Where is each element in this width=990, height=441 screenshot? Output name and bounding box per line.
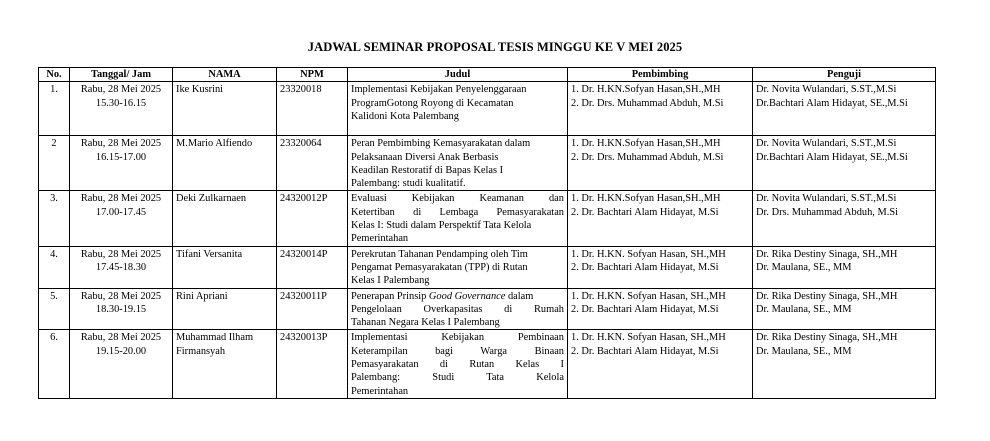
row-name — [173, 136, 277, 191]
examiner-2: Dr.Bachtari Alam Hidayat, SE.,M.Si — [756, 151, 908, 163]
row-title-line: Evaluasi Kebijakan Keamanan dan — [351, 193, 564, 205]
row-date: Rabu, 28 Mei 2025 — [80, 138, 162, 150]
examiner-1: Dr. Novita Wulandari, S.ST.,M.Si — [756, 138, 897, 150]
row-datetime — [70, 191, 173, 246]
row-time: 16.15-17.00 — [95, 151, 147, 163]
supervisor-2: 2. Dr. Drs. Muhammad Abduh, M.Si — [571, 97, 724, 109]
title-text-pre: Penerapan Prinsip — [351, 290, 429, 302]
row-examiners — [753, 82, 936, 136]
row-title — [348, 330, 568, 399]
examiner-2: Dr. Maulana, SE., MM — [756, 303, 852, 315]
row-datetime — [70, 136, 173, 191]
row-supervisors — [568, 136, 753, 191]
row-title — [348, 191, 568, 246]
row-title — [348, 246, 568, 288]
row-date: Rabu, 28 Mei 2025 — [80, 193, 162, 205]
seminar-schedule-table — [38, 67, 936, 399]
table-row — [39, 191, 936, 246]
row-date: Rabu, 28 Mei 2025 — [80, 248, 162, 260]
row-examiners — [753, 330, 936, 399]
row-examiners — [753, 136, 936, 191]
row-name-line: Rini Apriani — [176, 290, 228, 302]
row-title-line: Pengelolaan Overkapasitas di Rumah — [351, 303, 564, 315]
row-npm: 24320014P — [277, 246, 348, 288]
row-date: Rabu, 28 Mei 2025 — [80, 84, 162, 96]
row-title-line — [351, 290, 564, 303]
supervisor-2: 2. Dr. Bachtari Alam Hidayat, M.Si — [571, 345, 719, 357]
header-date: Tanggal/ Jam — [70, 68, 173, 82]
examiner-1: Dr. Rika Destiny Sinaga, SH.,MH — [756, 290, 898, 302]
header-npm: NPM — [277, 68, 348, 82]
examiner-1: Dr. Novita Wulandari, S.ST.,M.Si — [756, 193, 897, 205]
row-datetime — [70, 330, 173, 399]
row-title-line: Peran Pembimbing Kemasyarakatan dalam — [351, 138, 531, 150]
row-title-line: Kalidoni Kota Palembang — [351, 110, 459, 122]
row-title-line: Kelas I: Studi dalam Perspektif Tata Kelola — [351, 220, 532, 232]
row-time: 15.30-16.15 — [95, 97, 147, 109]
row-supervisors — [568, 191, 753, 246]
row-supervisors — [568, 330, 753, 399]
row-title — [348, 136, 568, 191]
row-title-line: Tahanan Negara Kelas I Palembang — [351, 317, 500, 329]
row-npm: 23320064 — [277, 136, 348, 191]
row-number: 2 — [39, 136, 70, 191]
row-title — [348, 82, 568, 136]
row-name-line: Muhammad Ilham — [176, 332, 254, 344]
title-text-post: dalam — [505, 290, 534, 302]
row-title-line: Pelaksanaan Diversi Anak Berbasis — [351, 151, 499, 163]
row-npm: 24320012P — [277, 191, 348, 246]
row-supervisors — [568, 82, 753, 136]
examiner-2: Dr. Drs. Muhammad Abduh, M.Si — [756, 206, 899, 218]
row-title-line: Keadilan Restoratif di Bapas Kelas I — [351, 164, 504, 176]
row-title-line: Implementasi Kebijakan Penyelenggaraan — [351, 84, 527, 96]
row-date: Rabu, 28 Mei 2025 — [80, 290, 162, 302]
supervisor-2: 2. Dr. Drs. Muhammad Abduh, M.Si — [571, 151, 724, 163]
header-examiner: Penguji — [753, 68, 936, 82]
row-time: 17.00-17.45 — [95, 206, 147, 218]
table-row — [39, 136, 936, 191]
row-datetime — [70, 82, 173, 136]
supervisor-2: 2. Dr. Bachtari Alam Hidayat, M.Si — [571, 303, 719, 315]
row-supervisors — [568, 246, 753, 288]
row-number: 4. — [39, 246, 70, 288]
row-title-line: Pemerintahan — [351, 385, 409, 397]
supervisor-2: 2. Dr. Bachtari Alam Hidayat, M.Si — [571, 206, 719, 218]
header-supervisor: Pembimbing — [568, 68, 753, 82]
row-title-line: Implementasi Kebijakan Pembinaan — [351, 332, 564, 344]
supervisor-1: 1. Dr. H.KN. Sofyan Hasan, SH.,MH — [571, 332, 726, 344]
row-supervisors — [568, 288, 753, 330]
supervisor-2: 2. Dr. Bachtari Alam Hidayat, M.Si — [571, 261, 719, 273]
supervisor-1: 1. Dr. H.KN. Sofyan Hasan, SH.,MH — [571, 248, 726, 260]
row-datetime — [70, 288, 173, 330]
table-header-row — [39, 68, 936, 82]
title-text-emphasis: Good Governance — [428, 290, 506, 302]
row-title-line: Ketertiban di Lembaga Pemasyarakatan — [351, 206, 564, 218]
row-title-line: Pemasyarakatan di Rutan Kelas I — [351, 359, 564, 371]
row-number: 6. — [39, 330, 70, 399]
row-datetime — [70, 246, 173, 288]
row-title-line: Pemerintahan — [351, 233, 409, 245]
row-title-line: Pengamat Pemasyarakatan (TPP) di Rutan — [351, 261, 528, 273]
header-name: NAMA — [173, 68, 277, 82]
row-time: 19.15-20.00 — [95, 345, 147, 357]
row-examiners — [753, 246, 936, 288]
table-row — [39, 330, 936, 399]
examiner-2: Dr.Bachtari Alam Hidayat, SE.,M.Si — [756, 97, 908, 109]
row-name — [173, 191, 277, 246]
row-examiners — [753, 191, 936, 246]
row-title-line: Keterampilan bagi Warga Binaan — [351, 345, 564, 357]
examiner-1: Dr. Rika Destiny Sinaga, SH.,MH — [756, 248, 898, 260]
row-name-line: Ike Kusrini — [176, 84, 224, 96]
row-name-line: M.Mario Alfiendo — [176, 138, 253, 150]
row-npm: 23320018 — [277, 82, 348, 136]
table-row — [39, 288, 936, 330]
row-number: 3. — [39, 191, 70, 246]
row-time: 18.30-19.15 — [95, 303, 147, 315]
row-number: 5. — [39, 288, 70, 330]
examiner-1: Dr. Rika Destiny Sinaga, SH.,MH — [756, 332, 898, 344]
row-number: 1. — [39, 82, 70, 136]
row-name-line: Firmansyah — [176, 345, 226, 357]
row-examiners — [753, 288, 936, 330]
row-name — [173, 82, 277, 136]
row-date: Rabu, 28 Mei 2025 — [80, 332, 162, 344]
examiner-2: Dr. Maulana, SE., MM — [756, 261, 852, 273]
row-title-line: Perekrutan Tahanan Pendamping oleh Tim — [351, 248, 528, 260]
row-title-line: Kelas I Palembang — [351, 275, 430, 287]
row-name — [173, 288, 277, 330]
document-title: JADWAL SEMINAR PROPOSAL TESIS MINGGU KE V MEI 2025 — [307, 40, 683, 54]
row-title-line: Palembang: Studi Tata Kelola — [351, 372, 564, 384]
row-title — [348, 288, 568, 330]
supervisor-1: 1. Dr. H.KN. Sofyan Hasan, SH.,MH — [571, 290, 726, 302]
row-name-line: Deki Zulkarnaen — [176, 193, 247, 205]
row-title-line: Palembang: studi kualitatif. — [351, 178, 466, 190]
supervisor-1: 1. Dr. H.KN.Sofyan Hasan,SH.,MH — [571, 193, 721, 205]
header-title: Judul — [348, 68, 568, 82]
row-npm: 24320013P — [277, 330, 348, 399]
row-npm: 24320011P — [277, 288, 348, 330]
examiner-2: Dr. Maulana, SE., MM — [756, 345, 852, 357]
row-time: 17.45-18.30 — [95, 261, 147, 273]
supervisor-1: 1. Dr. H.KN.Sofyan Hasan,SH.,MH — [571, 84, 721, 96]
table-row — [39, 82, 936, 136]
row-name — [173, 330, 277, 399]
row-name — [173, 246, 277, 288]
examiner-1: Dr. Novita Wulandari, S.ST.,M.Si — [756, 84, 897, 96]
table-row — [39, 246, 936, 288]
row-title-line: ProgramGotong Royong di Kecamatan — [351, 97, 514, 109]
row-name-line: Tifani Versanita — [176, 248, 243, 260]
header-no: No. — [39, 68, 70, 82]
supervisor-1: 1. Dr. H.KN.Sofyan Hasan,SH.,MH — [571, 138, 721, 150]
